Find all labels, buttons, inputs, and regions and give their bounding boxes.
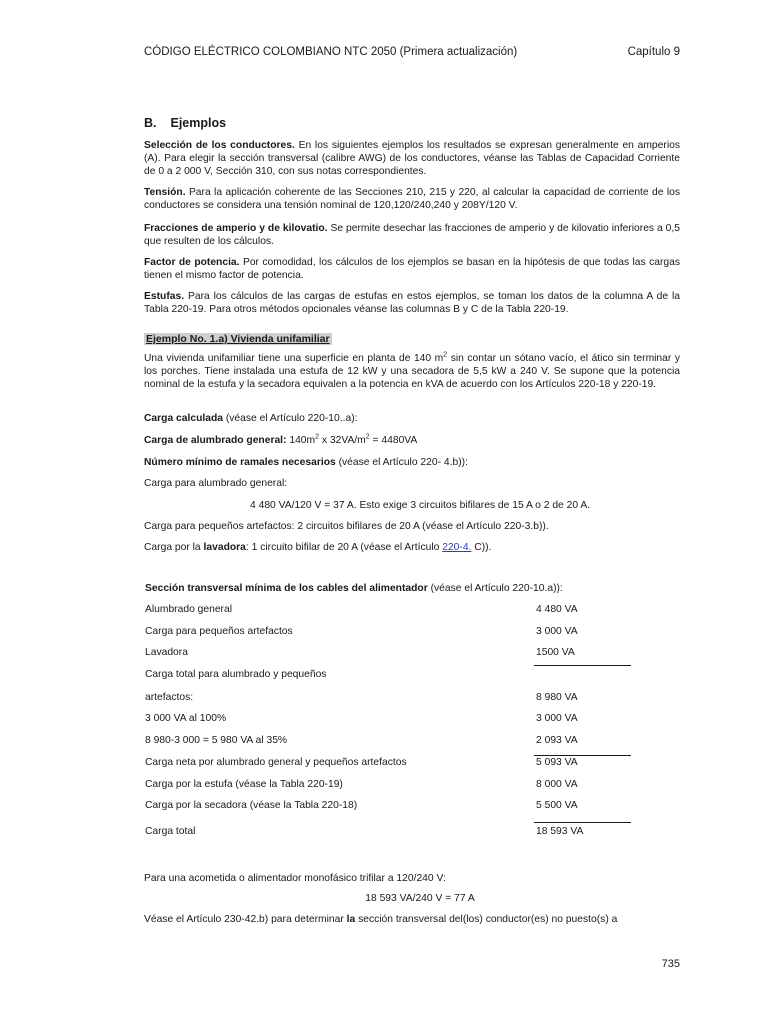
table-row-value: 4 480 VA — [536, 604, 578, 615]
table-row-label: Carga total — [145, 826, 196, 837]
pequenos-artefactos-line: Carga para pequeños artefactos: 2 circuitos bifilares de 20 A (véase el Artículo 220-3.b)). — [144, 521, 549, 532]
carga-alumbrado-general-line: Carga para alumbrado general: — [144, 478, 288, 489]
carga-calculada-line — [144, 413, 358, 424]
ramales-line — [144, 457, 468, 468]
paragraph-lead: Tensión. — [144, 187, 186, 198]
paragraph-text: Para los cálculos de las cargas de estufas en estos ejemplos, se toman los datos de la columna A de la Tabla 220-19. Para otros métodos opcionales véanse las columnas B y C de la Tabla 220-19. — [144, 291, 680, 315]
intro-paragraph — [144, 139, 680, 178]
calc-line: 4 480 VA/120 V = 37 A. Esto exige 3 circuitos bifilares de 15 A o 2 de 20 A. — [250, 500, 591, 511]
paragraph-text: Para la aplicación coherente de las Secciones 210, 215 y 220, al calcular la capacidad de corriente de los conductores se considera una tensión nominal de 120,120/240,240 y 208Y/120 V. — [144, 187, 680, 211]
table-row-label: Alumbrado general — [145, 604, 233, 615]
line-text: (véase el Artículo 220-10..a): — [222, 413, 358, 424]
line-text: = 4480VA — [369, 435, 418, 446]
line-text: Carga por la — [144, 542, 204, 553]
table-row-value: 3 000 VA — [536, 713, 578, 724]
intro-paragraph — [144, 256, 680, 282]
lavadora-line — [144, 542, 491, 553]
line-text: C)). — [471, 542, 492, 553]
sum-rule — [534, 665, 631, 666]
table-row-label: Lavadora — [145, 647, 188, 658]
section-letter: B. — [144, 116, 157, 130]
description-text: sin contar un sótano vacío, el ático sin terminar y los porches. Tiene instalada una estufa de 12 kW y una secadora de 5,5 kW a 240 V. Se supone que la potencia nominal de la estufa y la secadora equivalen a la potencia en kVA de acuerdo con los Artículos 220-18 y 220-19. — [144, 353, 680, 390]
superscript: 2 — [315, 433, 320, 441]
acometida-line: Para una acometida o alimentador monofásico trifilar a 120/240 V: — [144, 873, 446, 884]
example-description — [144, 352, 680, 391]
table-row-label: Carga por la secadora (véase la Tabla 220-18) — [145, 800, 358, 811]
line-text: Véase el Artículo 230-42.b) para determinar — [144, 914, 347, 925]
table-row-label: 8 980-3 000 = 5 980 VA al 35% — [145, 735, 288, 746]
table-row-value: 1500 VA — [536, 647, 575, 658]
section-title: Ejemplos — [170, 116, 227, 130]
intro-paragraph — [144, 186, 680, 212]
line-text: : 1 circuito bifilar de 20 A (véase el Artículo — [245, 542, 443, 553]
table-row-label: Carga neta por alumbrado general y pequeños artefactos — [145, 757, 407, 768]
heading-lead: Sección transversal mínima de los cables del alimentador — [145, 583, 428, 594]
table-row-label: artefactos: — [145, 692, 194, 703]
line-text: sección transversal del(los) conductor(es) no puesto(s) a — [355, 914, 618, 925]
table-row-label: Carga por la estufa (véase la Tabla 220-19) — [145, 779, 343, 790]
table-row-label: 3 000 VA al 100% — [145, 713, 227, 724]
superscript: 2 — [365, 433, 370, 441]
paragraph-lead: Factor de potencia. — [144, 257, 240, 268]
sum-rule — [534, 822, 631, 823]
heading-text: (véase el Artículo 220-10.a)): — [427, 583, 563, 594]
description-text: Una vivienda unifamiliar tiene una superficie en planta de 140 m — [144, 353, 444, 364]
intro-paragraph — [144, 290, 680, 316]
table-row-value: 8 000 VA — [536, 779, 578, 790]
table-row-value: 5 500 VA — [536, 800, 578, 811]
superscript: 2 — [443, 351, 448, 359]
line-lead: Número mínimo de ramales necesarios — [144, 457, 336, 468]
vease-line — [144, 913, 680, 926]
sum-rule — [534, 755, 631, 756]
page-number: 735 — [661, 958, 680, 970]
paragraph-lead: Selección de los conductores. — [144, 140, 295, 151]
intro-paragraph — [144, 222, 680, 248]
table-row-label: Carga total para alumbrado y pequeños — [145, 669, 327, 680]
table-row-value: 18 593 VA — [536, 826, 584, 837]
line-bold: lavadora — [203, 542, 246, 553]
line-lead: Carga de alumbrado general: — [144, 435, 287, 446]
paragraph-text: En los siguientes ejemplos los resultados se expresan generalmente en amperios (A). Para elegir la sección transversal (calibre AWG) de los conductores, véanse las Tablas de Capacidad Corriente de 0 a 2 000 V, Sección 310, con sus notas correspondientes. — [144, 140, 680, 177]
line-text: x 32VA/m — [319, 435, 366, 446]
chapter-label: Capítulo 9 — [627, 46, 680, 58]
table-row-value: 5 093 VA — [536, 757, 578, 768]
table-row-value: 2 093 VA — [536, 735, 578, 746]
paragraph-lead: Estufas. — [144, 291, 185, 302]
line-lead: Carga calculada — [144, 413, 223, 424]
paragraph-text: Se permite desechar las fracciones de amperio y de kilovatio inferiores a 0,5 que resulten de los cálculos. — [144, 223, 680, 247]
example-title: Ejemplo No. 1.a) Vivienda unifamiliar — [146, 333, 330, 345]
paragraph-lead: Fracciones de amperio y de kilovatio. — [144, 223, 328, 234]
line-text: (véase el Artículo 220- 4.b)): — [335, 457, 468, 468]
document-header-title: CÓDIGO ELÉCTRICO COLOMBIANO NTC 2050 (Primera actualización) — [144, 46, 518, 58]
carga-alumbrado-line — [144, 435, 417, 446]
line-text: 140m — [286, 435, 316, 446]
line-bold: la — [346, 914, 356, 925]
acometida-calc: 18 593 VA/240 V = 77 A — [365, 893, 475, 904]
paragraph-text: Por comodidad, los cálculos de los ejemplos se basan en la hipótesis de que todas las cargas tienen el mismo factor de potencia. — [144, 257, 680, 281]
article-link[interactable]: 220-4. — [442, 542, 472, 553]
table-row-label: Carga para pequeños artefactos — [145, 626, 293, 637]
table-row-value: 3 000 VA — [536, 626, 578, 637]
section-heading — [144, 116, 226, 130]
table-heading — [145, 583, 563, 594]
table-row-value: 8 980 VA — [536, 692, 578, 703]
